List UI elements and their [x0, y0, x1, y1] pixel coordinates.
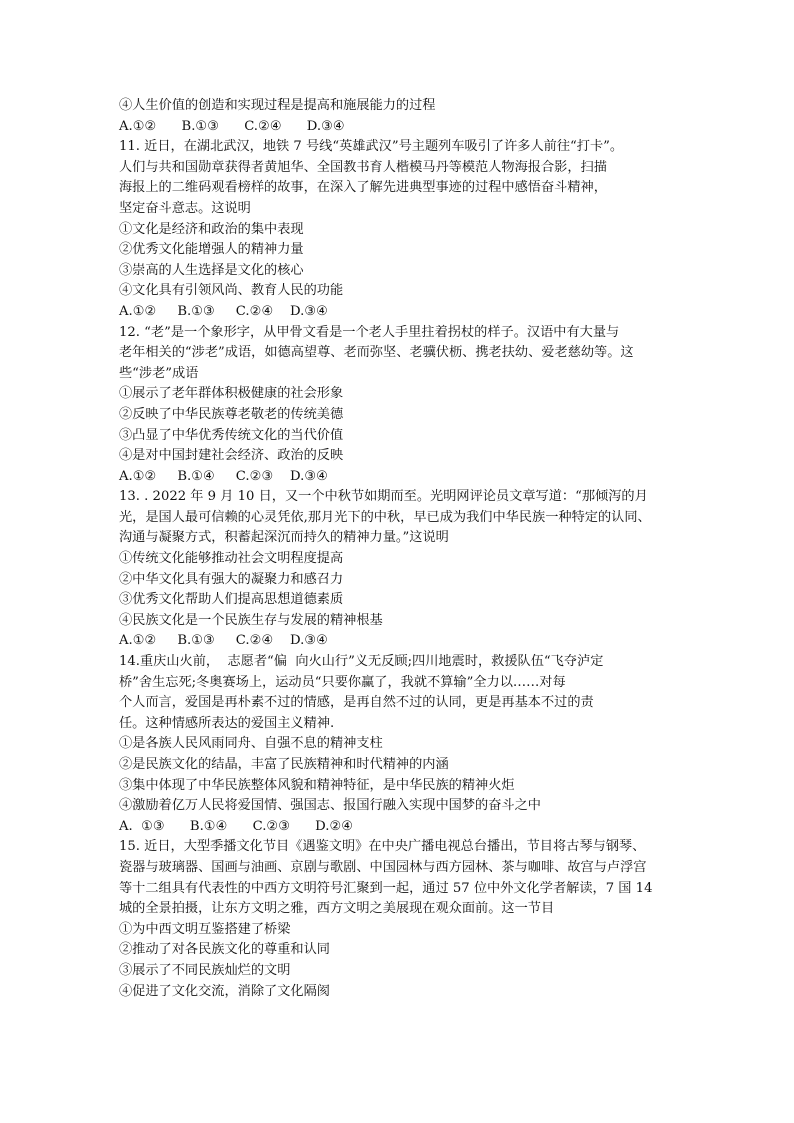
q13-stem-line-3: 沟通与凝聚方式，积蓄起深沉而持久的精神力量。”这说明 [119, 530, 449, 546]
q13-stem-line-2: 光，是国人最可信赖的心灵凭依,那月光下的中秋，早已成为我们中华民族一种特定的认同、 [119, 509, 651, 525]
q15-stem-line-3: 等十二组具有代表性的中西方文明符号汇聚到一起，通过 57 位中外文化学者解读，7 国 14 [119, 880, 653, 896]
q14-answer-choices: A. ①③ B.①④ C.②③ D.②④ [119, 818, 354, 834]
q11-stem-line-4: 坚定奋斗意志。这说明 [119, 200, 251, 216]
q11-stem-line-2: 人们与共和国勋章获得者黄旭华、全国教书育人楷模马丹等模范人物海报合影，扫描 [119, 159, 607, 175]
q15-stem-line-4: 城的全景拍摄，让东方文明之雅，西方文明之美展现在观众面前。这一节目 [119, 901, 555, 917]
q13-answer-choices: A.①② B.①③ C.②④ D.③④ [119, 633, 328, 649]
q14-stem-line-3: 个人而言，爱国是再朴素不过的情感，是再自然不过的认同，更是再基本不过的责 [119, 695, 594, 711]
q12-option-1: ①展示了老年群体积极健康的社会形象 [119, 386, 344, 402]
q13-option-1: ①传统文化能够推动社会文明程度提高 [119, 551, 344, 567]
q10-answer-choices: A.①② B.①③ C.②④ D.③④ [119, 118, 345, 134]
q15-option-4: ④促进了文化交流，消除了文化隔阂 [119, 983, 330, 999]
q11-option-1: ①文化是经济和政治的集中表现 [119, 221, 304, 237]
q12-stem-line-1: 12. “老”是一个象形字，从甲骨文看是一个老人手里拄着拐杖的样子。汉语中有大量与 [119, 324, 620, 340]
q15-stem-line-2: 瓷器与玻璃器、国画与油画、京剧与歌剧、中国园林与西方园林、茶与咖啡、故宫与卢浮宫 [119, 859, 647, 875]
q13-option-4: ④民族文化是一个民族生存与发展的精神根基 [119, 612, 383, 628]
exam-page [119, 96, 679, 1002]
q13-stem-line-1: 13. . 2022 年 9 月 10 日，又一个中秋节如期而至。光明网评论员文章写道：“那倾泻的月 [119, 489, 648, 505]
q14-option-2: ②是民族文化的结晶，丰富了民族精神和时代精神的内涵 [119, 757, 449, 772]
q15-option-3: ③展示了不同民族灿烂的文明 [119, 962, 291, 978]
q11-answer-choices: A.①② B.①③ C.②④ D.③④ [119, 303, 328, 319]
q14-stem-line-1: 14.重庆山火前， 志愿者“偏 向火山行”义无反顾;四川地震时，救援队伍“飞夺泸定 [119, 654, 604, 670]
q11-option-4: ④文化具有引领风尚、教育人民的功能 [119, 283, 344, 299]
q11-stem-line-1: 11. 近日，在湖北武汉，地铁 7 号线“英雄武汉”号主题列车吸引了许多人前往“打卡”。 [119, 139, 624, 155]
q11-option-3: ③崇高的人生选择是文化的核心 [119, 262, 304, 278]
q12-stem-line-2: 老年相关的“涉老”成语，如德高望尊、老而弥坚、老骥伏枥、携老扶幼、爱老慈幼等。这 [119, 345, 634, 361]
q15-option-1: ①为中西文明互鉴搭建了桥梁 [119, 921, 291, 937]
q10-option-4: ④人生价值的创造和实现过程是提高和施展能力的过程 [119, 98, 436, 113]
q14-option-3: ③集中体现了中华民族整体风貌和精神特征，是中华民族的精神火炬 [119, 777, 515, 793]
q14-stem-line-4: 任。这种情感所表达的爱国主义精神. [119, 715, 335, 731]
q15-option-2: ②推动了对各民族文化的尊重和认同 [119, 942, 330, 958]
q11-stem-line-3: 海报上的二维码观看榜样的故事，在深入了解先进典型事迹的过程中感悟奋斗精神， [119, 180, 607, 196]
q12-option-2: ②反映了中华民族尊老敬老的传统美德 [119, 406, 344, 422]
q12-answer-choices: A.①② B.①④ C.②③ D.③④ [119, 468, 328, 484]
q13-option-3: ③优秀文化帮助人们提高思想道德素质 [119, 592, 344, 608]
q14-option-4: ④激励着亿万人民将爱国情、强国志、报国行融入实现中国梦的奋斗之中 [119, 798, 541, 814]
q14-option-1: ①是各族人民风雨同舟、自强不息的精神支柱 [119, 736, 383, 752]
q14-stem-line-2: 桥”舍生忘死;冬奥赛场上，运动员“只要你赢了，我就不算输”全力以……对每 [119, 674, 566, 690]
q12-option-4: ④是对中国封建社会经济、政治的反映 [119, 448, 344, 464]
q11-option-2: ②优秀文化能增强人的精神力量 [119, 242, 304, 258]
q12-stem-line-3: 些“涉老”成语 [119, 365, 199, 381]
q15-stem-line-1: 15. 近日，大型季播文化节目《遇鉴文明》在中央广播电视总台播出，节目将古琴与钢琴、 [119, 839, 646, 855]
q12-option-3: ③凸显了中华优秀传统文化的当代价值 [119, 427, 344, 443]
q13-option-2: ②中华文化具有强大的凝聚力和感召力 [119, 571, 344, 587]
